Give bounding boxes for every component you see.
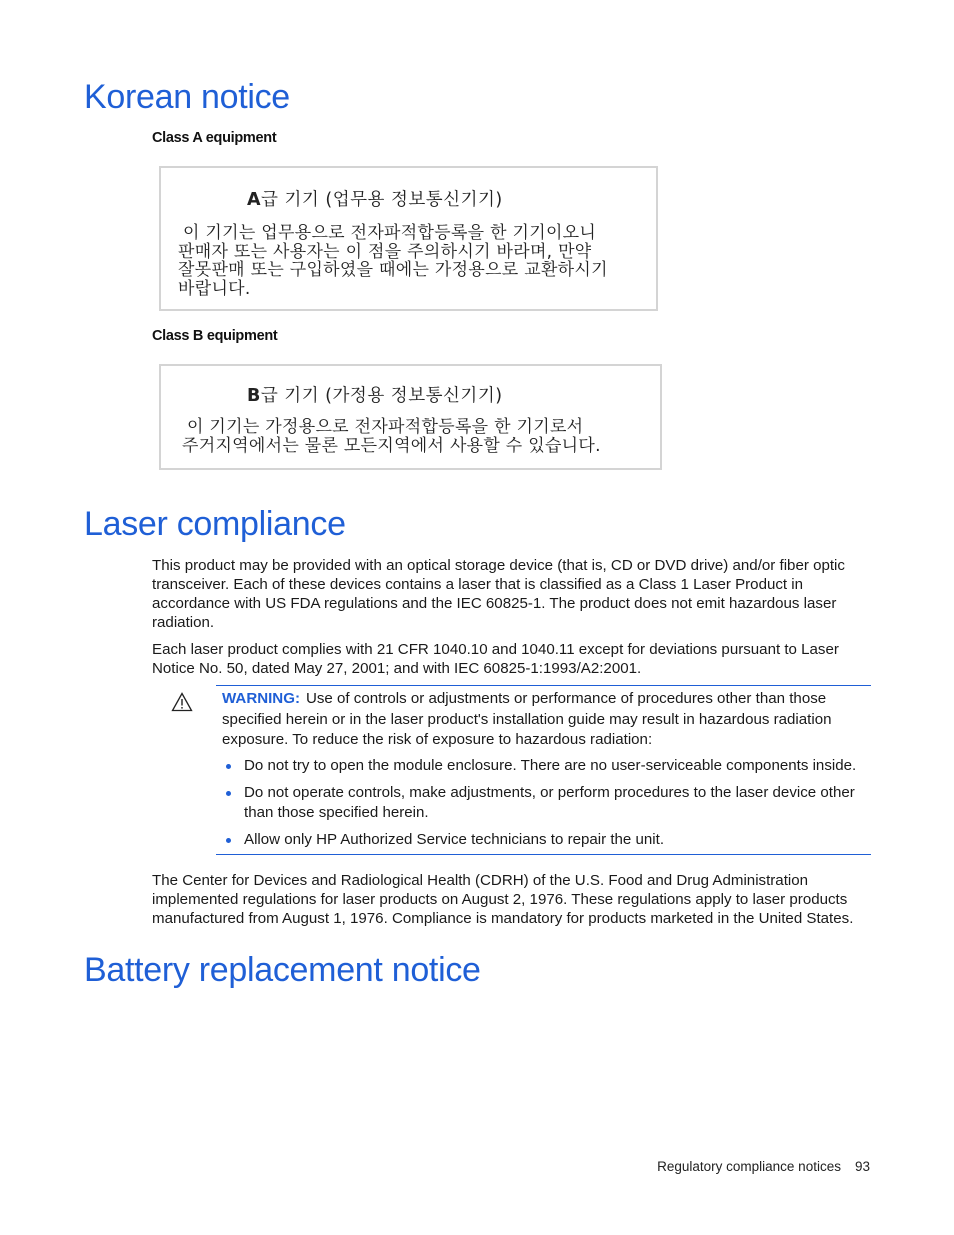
cdrh-paragraph: The Center for Devices and Radiological Health (CDRH) of the U.S. Food and Drug Administration implemented regulations for laser products on August 2, 1976. These regulations apply to laser products manufactured from August 1, 1976. Compliance is mandatory for products marketed in the United States.	[152, 872, 854, 927]
list-item: Do not try to open the module enclosure. There are no user-serviceable components inside.	[222, 756, 862, 776]
laser-paragraph-1: This product may be provided with an optical storage device (that is, CD or DVD drive) and/or fiber optic transceiver. Each of these devices contains a laser that is classified as a Class 1 Laser Product in accordance with US FDA regulations and the IEC 60825-1. The product does not emit hazardous laser radiation.	[152, 557, 845, 631]
warning-bullet-list	[222, 756, 862, 857]
class-a-box-heading: A급 기기 (업무용 정보통신기기)	[247, 190, 503, 210]
class-a-label: Class A equipment	[152, 130, 277, 146]
class-b-box-heading: B급 기기 (가정용 정보통신기기)	[247, 386, 503, 406]
class-b-notice-image	[159, 364, 662, 470]
page-number: 93	[854, 1159, 870, 1174]
heading-battery-replacement: Battery replacement notice	[84, 951, 481, 989]
warning-text: WARNING: Use of controls or adjustments or performance of procedures other than those specified herein or in the laser product's installation guide may result in hazardous radiation exposure. To reduce the risk of exposure to hazardous radiation:	[222, 690, 832, 748]
page-footer	[657, 1159, 870, 1174]
class-b-box-text: 이 기기는 가정용으로 전자파적합등록을 한 기기로서 주거지역에서는 물론 모든지역에서 사용할 수 있습니다.	[182, 417, 601, 456]
list-item: Do not operate controls, make adjustments, or perform procedures to the laser device other than those specified herein.	[222, 783, 862, 823]
list-item: Allow only HP Authorized Service technicians to repair the unit.	[222, 830, 862, 850]
class-b-label: Class B equipment	[152, 328, 278, 344]
footer-section-title: Regulatory compliance notices	[657, 1159, 841, 1174]
class-a-notice-image	[159, 166, 658, 311]
heading-laser-compliance: Laser compliance	[84, 505, 346, 543]
class-a-box-text: 이 기기는 업무용으로 전자파적합등록을 한 기기이오니 판매자 또는 사용자는 이 점을 주의하시기 바라며, 만약 잘못판매 또는 구입하였을 때에는 가정용으로 교환하시기 바랍니다.	[178, 223, 608, 299]
warning-triangle-icon	[171, 692, 193, 712]
laser-paragraph-2: Each laser product complies with 21 CFR 1040.10 and 1040.11 except for deviations pursuant to Laser Notice No. 50, dated May 27, 2001; and with IEC 60825-1:1993/A2:2001.	[152, 641, 839, 677]
warning-label: WARNING:	[222, 690, 300, 707]
heading-korean-notice: Korean notice	[84, 78, 290, 116]
